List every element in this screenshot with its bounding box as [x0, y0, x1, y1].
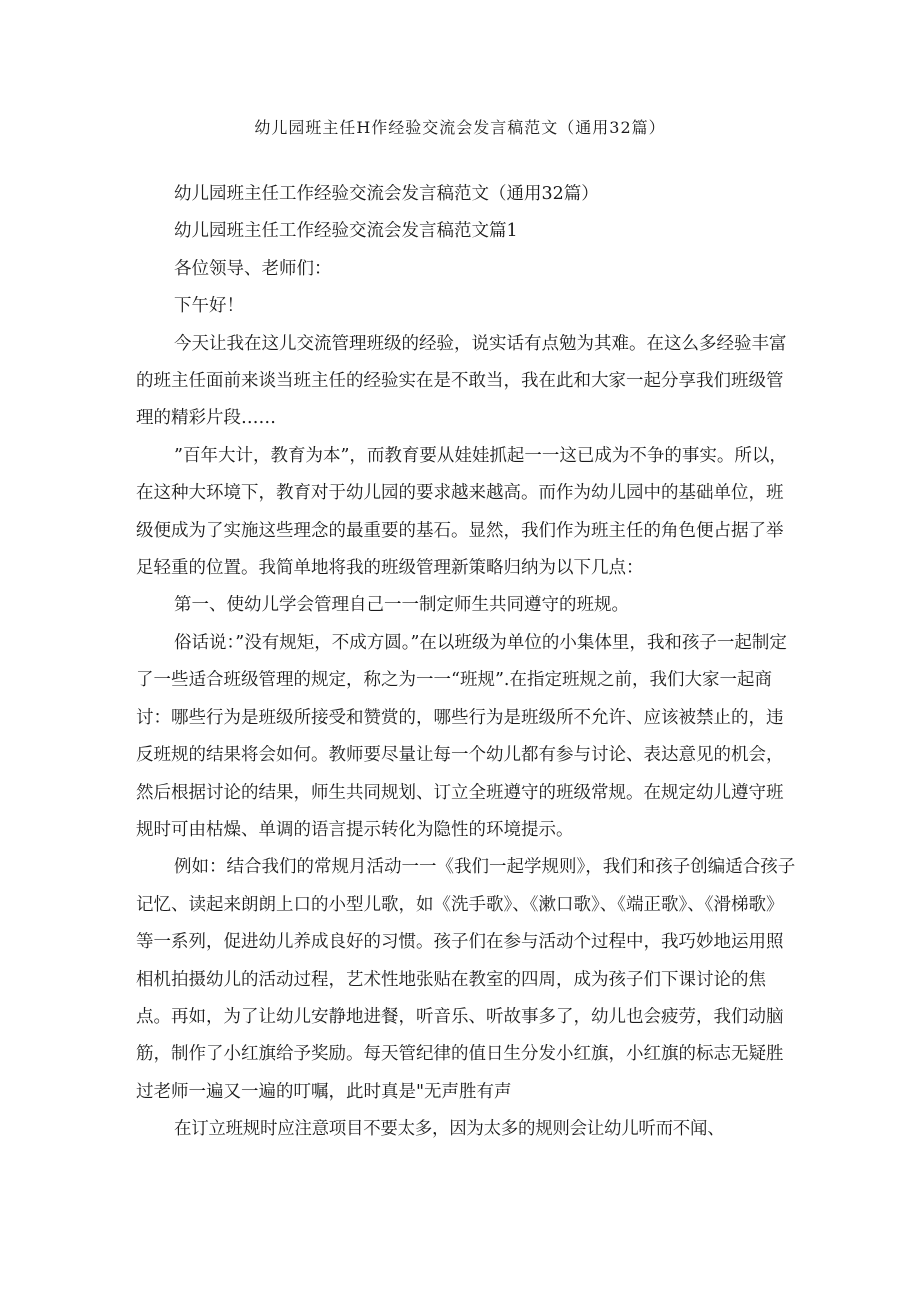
paragraph: ”百年大计，教育为本”，而教育要从娃娃抓起一一这已成为不争的事实。所以，在这种大环境下，教育对于幼儿园的要求越来越高。而作为幼儿园中的基础单位，班级便成为了实施这些理念的最重要的基石。显然，我们作为班主任的角色便占据了举足轻重的位置。我简单地将我的班级管理新策略归纳为以下几点：: [136, 445, 787, 579]
paragraph: 例如：结合我们的常规月活动一一《我们一起学规则》，我们和孩子创编适合孩子记忆、读起来朗朗上口的小型儿歌，如《洗手歌》、《漱口歌》、《端正歌》、《滑梯歌》等一系列，促进幼儿养成良好的习惯。孩子们在参与活动个过程中，我巧妙地运用照相机拍摄幼儿的活动过程，艺术性地张贴在教室的四周，成为孩子们下课讨论的焦点。再如，为了让幼儿安静地进餐，听音乐、听故事多了，幼儿也会疲劳，我们动脑筋，制作了小红旗给予奖励。每天管纪律的值日生分发小红旗，小红旗的标志无疑胜过老师一遍又一遍的叮嘱，此时真是"无声胜有声: [136, 857, 796, 1102]
document-body: [136, 176, 798, 1149]
paragraph: 俗话说：”没有规矩，不成方圆。”在以班级为单位的小集体里，我和孩子一起制定了一些适合班级管理的规定，称之为一一“班规”.在指定班规之前，我们大家一起商讨：哪些行为是班级所接受和赞赏的，哪些行为是班级所不允许、应该被禁止的，违反班规的结果将会如何。教师要尽量让每一个幼儿都有参与讨论、表达意见的机会，然后根据讨论的结果，师生共同规划、订立全班遵守的班级常规。在规定幼儿遵守班规时可由枯燥、单调的语言提示转化为隐性的环境提示。: [136, 632, 787, 840]
paragraph-heading: 第一、使幼儿学会管理自己一一制定师生共同遵守的班规。: [174, 595, 629, 616]
paragraph: 今天让我在这儿交流管理班级的经验，说实话有点勉为其难。在这么多经验丰富的班主任面前来谈当班主任的经验实在是不敢当，我在此和大家一起分享我们班级管理的精彩片段……: [136, 333, 787, 429]
document-subtitle: 幼儿园班主任工作经验交流会发言稿范文（通用32篇）: [174, 184, 599, 204]
salutation: 各位领导、老师们：: [174, 258, 332, 279]
section-heading: 幼儿园班主任工作经验交流会发言稿范文篇1: [174, 221, 518, 242]
paragraph: 在订立班规时应注意项目不要太多，因为太多的规则会让幼儿听而不闻、: [174, 1119, 725, 1140]
greeting: 下午好！: [174, 296, 244, 317]
page-title: 幼儿园班主任H作经验交流会发言稿范文（通用32篇）: [254, 118, 666, 137]
